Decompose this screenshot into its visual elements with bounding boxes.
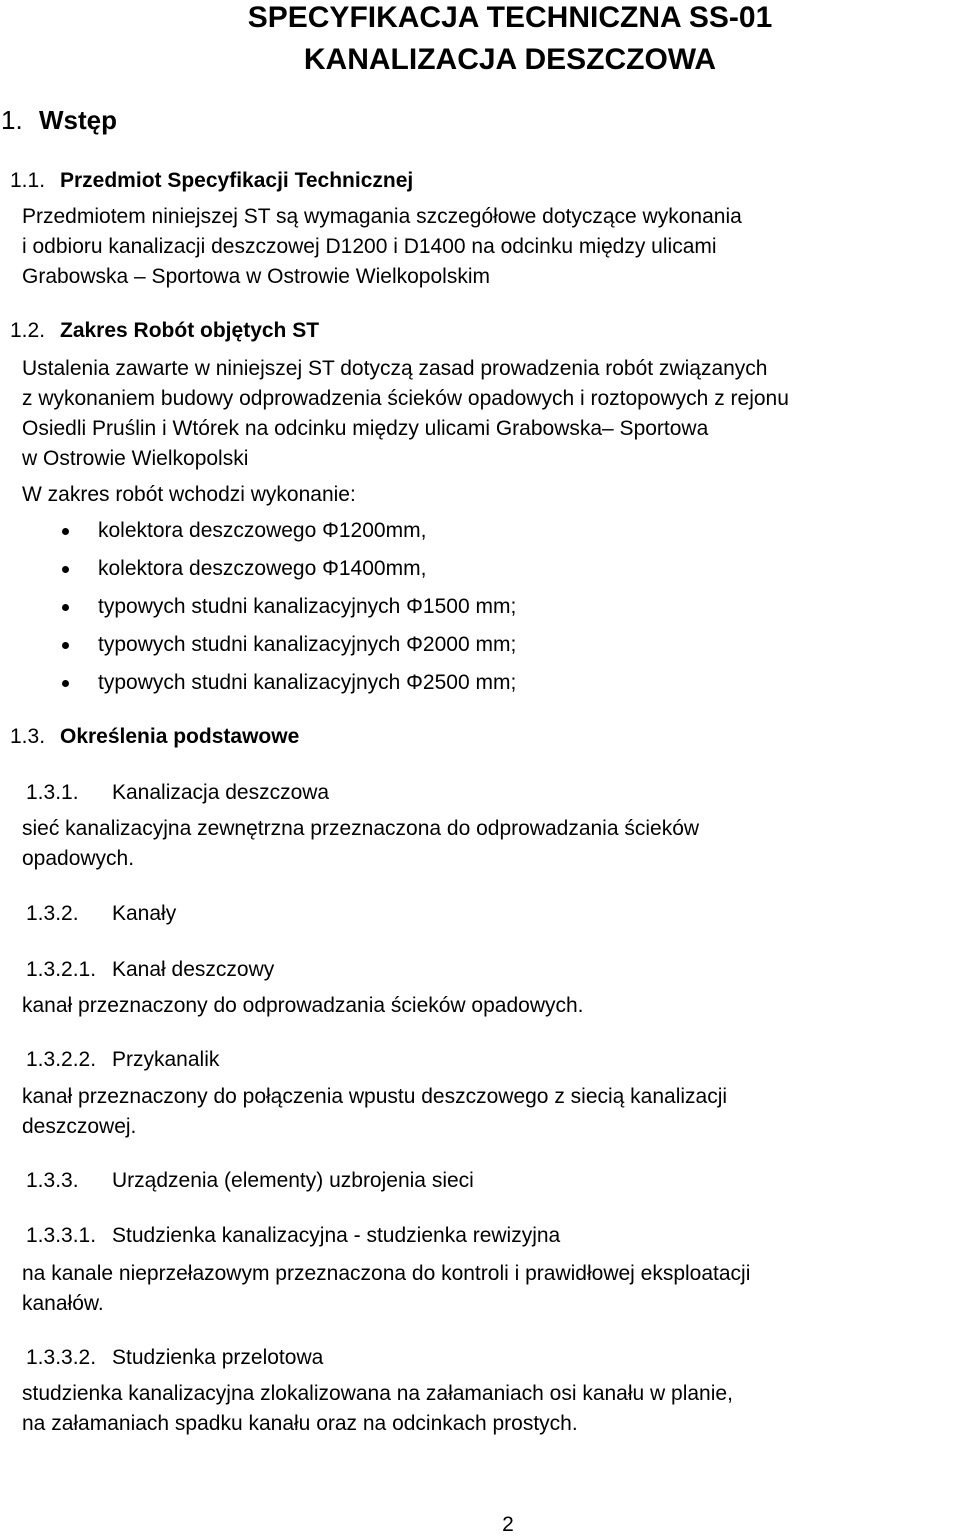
bullet-icon [62,642,69,649]
section-1-3-2-2-heading [26,1047,219,1073]
section-1-3-2-1-number: 1.3.2.1. [26,958,97,981]
section-1-3-2-1-title: Kanał deszczowy [112,958,275,981]
section-1-2-title: Zakres Robót objętych ST [60,319,320,342]
paragraph-line: kanałów. [22,1292,104,1315]
paragraph-line: studzienka kanalizacyjna zlokalizowana na załamaniach osi kanału w planie, [22,1382,733,1405]
section-1-3-3-1-title: Studzienka kanalizacyjna - studzienka rewizyjna [112,1224,561,1247]
bullet-icon [62,528,69,535]
bullet-icon [62,566,69,573]
scope-intro-text: W zakres robót wchodzi wykonanie: [22,483,356,506]
section-1-3-3-2-heading [26,1345,323,1371]
paragraph-line: Przedmiotem niniejszej ST są wymagania szczegółowe dotyczące wykonania [22,205,742,228]
section-1-3-1-heading [26,780,329,806]
section-1-3-2-heading [26,901,176,927]
section-1-2-heading [10,318,319,344]
section-1-3-3-title: Urządzenia (elementy) uzbrojenia sieci [112,1169,474,1192]
paragraph-line: opadowych. [22,847,135,870]
page-number: 2 [502,1513,514,1536]
section-1-title: Wstęp [39,105,117,135]
list-item-text: typowych studni kanalizacyjnych Φ1500 mm; [98,595,517,618]
section-1-3-2-2-number: 1.3.2.2. [26,1048,97,1071]
section-1-2-number: 1.2. [10,319,46,342]
section-1-3-number: 1.3. [10,725,46,748]
section-1-3-2-title: Kanały [112,902,177,925]
section-1-3-2-2-paragraph [22,1082,960,1142]
section-1-3-3-1-heading [26,1223,560,1249]
section-1-2-paragraph [22,354,960,474]
paragraph-line: z wykonaniem budowy odprowadzenia ścieków opadowych i roztopowych z rejonu [22,387,789,410]
list-item-text: typowych studni kanalizacyjnych Φ2500 mm; [98,671,517,694]
section-1-3-heading [10,724,299,750]
bullet-icon [62,604,69,611]
section-1-number: 1. [1,105,23,135]
document-title-line-1: SPECYFIKACJA TECHNICZNA SS-01 [247,1,773,34]
section-1-heading [0,104,117,136]
document-title-line-2: KANALIZACJA DESZCZOWA [303,43,717,76]
paragraph-line: deszczowej. [22,1115,137,1138]
paragraph-line: Osiedli Pruślin i Wtórek na odcinku między ulicami Grabowska– Sportowa [22,417,709,440]
section-1-3-1-title: Kanalizacja deszczowa [112,781,330,804]
section-1-3-title: Określenia podstawowe [60,725,300,748]
paragraph-line: na kanale nieprzełazowym przeznaczona do kontroli i prawidłowej eksploatacji [22,1262,751,1285]
section-1-3-2-1-paragraph [22,991,960,1021]
section-1-3-2-number: 1.3.2. [26,902,79,925]
paragraph-line: sieć kanalizacyjna zewnętrzna przeznaczona do odprowadzania ścieków [22,817,700,840]
paragraph-line: Grabowska – Sportowa w Ostrowie Wielkopolskim [22,265,490,288]
paragraph-line: na załamaniach spadku kanału oraz na odcinkach prostych. [22,1412,578,1435]
bullet-icon [62,680,69,687]
section-1-3-3-1-number: 1.3.3.1. [26,1224,97,1247]
list-item-text: kolektora deszczowego Φ1400mm, [98,557,427,580]
section-1-3-3-2-paragraph [22,1379,960,1439]
section-1-1-heading [10,168,413,194]
list-item-text: kolektora deszczowego Φ1200mm, [98,519,427,542]
section-1-3-3-2-number: 1.3.3.2. [26,1346,97,1369]
section-1-1-title: Przedmiot Specyfikacji Technicznej [60,169,414,192]
list-item-text: typowych studni kanalizacyjnych Φ2000 mm; [98,633,517,656]
section-1-3-3-number: 1.3.3. [26,1169,79,1192]
section-1-3-1-number: 1.3.1. [26,781,79,804]
section-1-3-2-1-heading [26,957,274,983]
paragraph-line: Ustalenia zawarte w niniejszej ST dotyczą zasad prowadzenia robót związanych [22,357,768,380]
section-1-3-1-paragraph [22,814,960,874]
section-1-3-3-2-title: Studzienka przelotowa [112,1346,324,1369]
paragraph-line: kanał przeznaczony do odprowadzania ścieków opadowych. [22,994,584,1017]
paragraph-line: w Ostrowie Wielkopolski [22,447,249,470]
section-1-3-2-2-title: Przykanalik [112,1048,220,1071]
paragraph-line: kanał przeznaczony do połączenia wpustu deszczowego z siecią kanalizacji [22,1085,728,1108]
scope-intro [22,480,960,510]
section-1-1-paragraph [22,202,960,292]
section-1-3-3-heading [26,1168,474,1194]
paragraph-line: i odbioru kanalizacji deszczowej D1200 i D1400 na odcinku między ulicami [22,235,717,258]
section-1-1-number: 1.1. [10,169,46,192]
section-1-3-3-1-paragraph [22,1259,960,1319]
